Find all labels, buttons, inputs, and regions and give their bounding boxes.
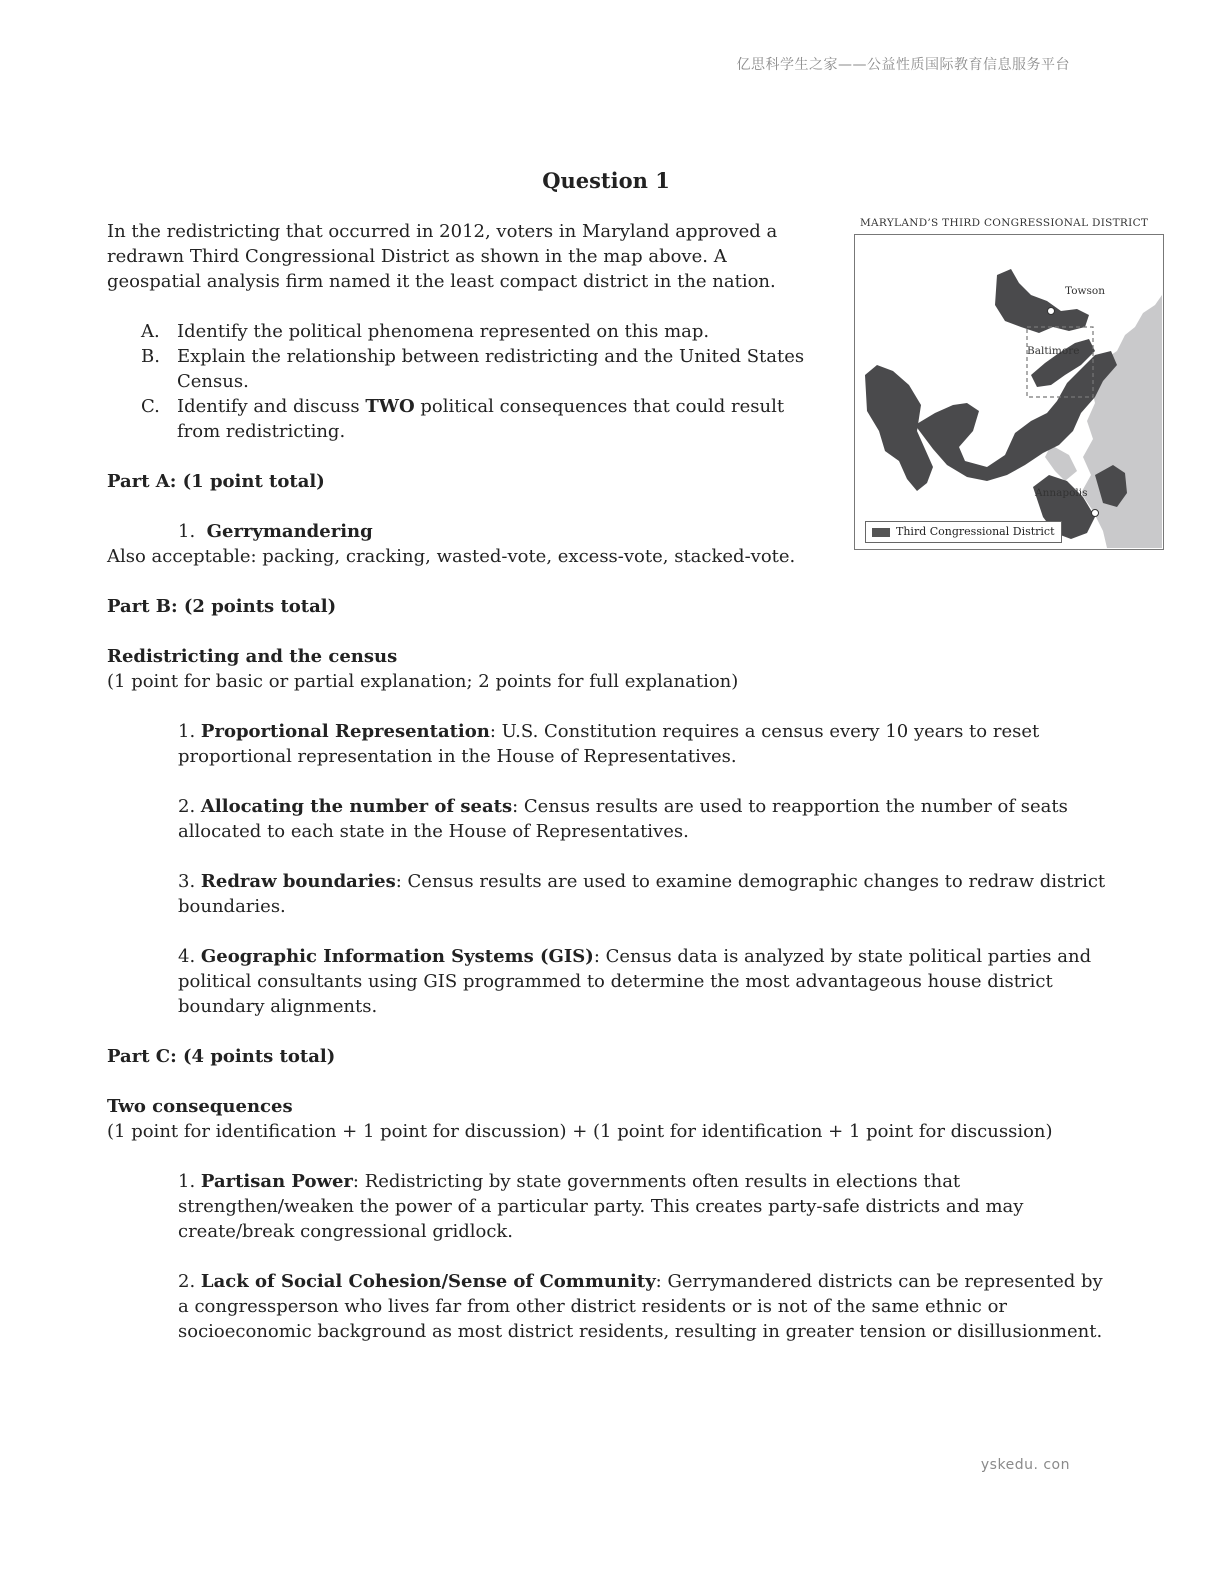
part-c-heading: Part C: (4 points total) xyxy=(107,1046,336,1067)
prompt-a-text: Identify the political phenomena represented on this map. xyxy=(177,321,710,342)
part-c-item-2 xyxy=(107,1269,1117,1344)
part-b-item-2-term: Allocating the number of seats xyxy=(200,796,513,817)
part-a-answer xyxy=(107,519,1117,544)
prompt-c-text-before: Identify and discuss xyxy=(177,396,366,417)
part-b-heading: Part B: (2 points total) xyxy=(107,596,337,617)
part-c-item-1-num: 1. xyxy=(178,1171,196,1192)
part-b-item-1-num: 1. xyxy=(178,721,196,742)
map-title: MARYLAND’S THIRD CONGRESSIONAL DISTRICT xyxy=(860,217,1149,229)
part-a-answer-term: Gerrymandering xyxy=(206,521,373,542)
prompt-c-text-bold: TWO xyxy=(365,396,415,417)
part-b-item-2 xyxy=(107,794,1117,844)
part-c-subheading: Two consequences xyxy=(107,1096,293,1117)
part-b-item-2-num: 2. xyxy=(178,796,196,817)
part-b-subheading: Redistricting and the census xyxy=(107,646,398,667)
part-b-item-3-num: 3. xyxy=(178,871,196,892)
part-b-item-1-term: Proportional Representation xyxy=(200,721,490,742)
footer-site-note: yskedu. con xyxy=(980,1457,1070,1473)
question-intro: In the redistricting that occurred in 2012, voters in Maryland approved a redrawn Third Congressional District as shown in the map above. A geospatial analysis firm named it the least compact district in the nation. xyxy=(107,221,778,292)
part-b-item-4-text: : Census data is analyzed by state political parties and political consultants using GIS programmed to determine the most advantageous house district boundary alignments. xyxy=(178,946,1092,1017)
map-label-baltimore: Baltimore xyxy=(1027,345,1080,357)
prompt-a xyxy=(141,319,817,344)
map-label-annapolis: Annapolis xyxy=(1035,487,1088,499)
part-b-item-2-text: : Census results are used to reapportion the number of seats allocated to each state in the House of Representatives. xyxy=(178,796,1068,842)
part-c-item-1 xyxy=(107,1169,1117,1244)
part-c-item-2-num: 2. xyxy=(178,1271,196,1292)
prompt-a-marker: A. xyxy=(141,321,160,342)
part-c-scoring: (1 point for identification + 1 point for discussion) + (1 point for identification + 1 point for discussion) xyxy=(107,1121,1053,1142)
prompt-b-text: Explain the relationship between redistricting and the United States Census. xyxy=(177,346,805,392)
document-body xyxy=(107,219,1117,1344)
question-title: Question 1 xyxy=(542,168,670,193)
part-b-item-3-text: : Census results are used to examine demographic changes to redraw district boundaries. xyxy=(178,871,1106,917)
part-c-item-2-text: : Gerrymandered districts can be represented by a congressperson who lives far from other district residents or is not of the same ethnic or socioeconomic background as most district residents, resulting in greater tension or disillusionment. xyxy=(178,1271,1103,1342)
prompt-c-marker: C. xyxy=(141,396,160,417)
prompt-b-marker: B. xyxy=(141,346,160,367)
part-c-item-2-term: Lack of Social Cohesion/Sense of Community xyxy=(200,1271,656,1292)
prompt-c-text-after: political consequences that could result from redistricting. xyxy=(177,396,785,442)
part-a-heading: Part A: (1 point total) xyxy=(107,471,325,492)
part-b-item-1-text: : U.S. Constitution requires a census every 10 years to reset proportional representation in the House of Representatives. xyxy=(178,721,1040,767)
part-b-item-3-term: Redraw boundaries xyxy=(200,871,396,892)
prompt-c xyxy=(141,394,817,444)
question-prompts xyxy=(107,319,817,444)
legend-label: Third Congressional District xyxy=(896,525,1055,538)
part-a-answer-num: 1. xyxy=(178,521,196,542)
part-b-item-3 xyxy=(107,869,1117,919)
header-site-note: 亿思科学生之家——公益性质国际教育信息服务平台 xyxy=(736,57,1070,73)
part-b-item-1 xyxy=(107,719,1117,769)
part-b-item-4 xyxy=(107,944,1117,1019)
part-c-item-1-term: Partisan Power xyxy=(200,1171,353,1192)
map-label-towson: Towson xyxy=(1065,285,1105,297)
part-c-item-1-text: : Redistricting by state governments often results in elections that strengthen/weaken the power of a particular party. This creates party-safe districts and may create/break congressional gridlock. xyxy=(178,1171,1024,1242)
part-b-scoring: (1 point for basic or partial explanation; 2 points for full explanation) xyxy=(107,671,739,692)
part-b-item-4-term: Geographic Information Systems (GIS) xyxy=(200,946,594,967)
part-b-item-4-num: 4. xyxy=(178,946,196,967)
prompt-b xyxy=(141,344,817,394)
part-a-also: Also acceptable: packing, cracking, wasted-vote, excess-vote, stacked-vote. xyxy=(107,546,796,567)
